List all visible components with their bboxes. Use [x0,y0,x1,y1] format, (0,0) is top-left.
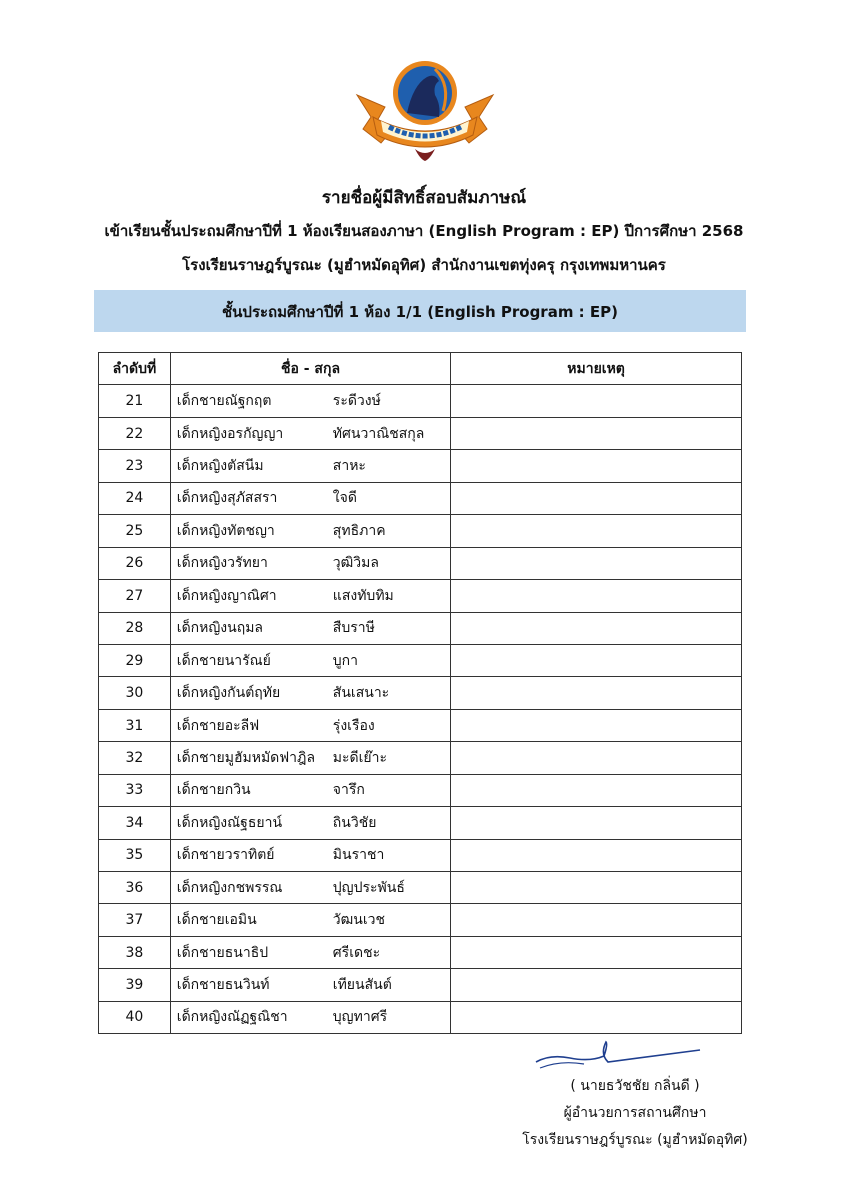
student-name-cell [170,417,450,449]
remark-cell [451,872,742,904]
table-row [99,774,742,806]
student-last-name: บูกา [332,652,359,669]
header-remark: หมายเหตุ [451,353,742,385]
remark-cell [451,839,742,871]
student-first-name: เด็กหญิงตัสนีม [176,458,264,475]
student-first-name: เด็กชายมูฮัมหมัดฟาฎิล [176,749,316,766]
student-last-name: ระดีวงษ์ [332,393,381,410]
student-name-cell [170,612,450,644]
table-row [99,417,742,449]
student-first-name: เด็กชายธนวินท์ [176,977,270,994]
remark-cell [451,709,742,741]
row-number: 39 [99,969,171,1001]
remark-cell [451,482,742,514]
row-number: 27 [99,580,171,612]
student-first-name: เด็กชายนารัณย์ [176,652,271,669]
student-last-name: มะดีเย๊าะ [332,749,388,766]
student-first-name: เด็กชายธนาธิป [176,944,269,961]
row-number: 22 [99,417,171,449]
table-row [99,547,742,579]
row-number: 33 [99,774,171,806]
row-number: 29 [99,644,171,676]
student-first-name: เด็กหญิงสุภัสสรา [176,490,278,507]
row-number: 24 [99,482,171,514]
table-row [99,807,742,839]
student-first-name: เด็กหญิงทัตชญา [176,522,275,539]
row-number: 21 [99,385,171,417]
table-row [99,580,742,612]
student-last-name: ศรีเดชะ [332,944,381,961]
student-first-name: เด็กชายวราทิตย์ [176,847,275,864]
student-name-cell [170,677,450,709]
remark-cell [451,450,742,482]
remark-cell [451,969,742,1001]
student-name-cell [170,969,450,1001]
student-name-cell [170,580,450,612]
student-name-cell [170,872,450,904]
table-row [99,904,742,936]
roster-table [98,352,742,1034]
student-name-cell [170,774,450,806]
student-name-cell [170,904,450,936]
student-last-name: ถินวิชัย [332,814,377,831]
row-number: 35 [99,839,171,871]
remark-cell [451,612,742,644]
student-last-name: ปุญประพันธ์ [332,879,405,896]
row-number: 23 [99,450,171,482]
school-info: โรงเรียนราษฎร์บูรณะ (มูฮำหมัดอุทิศ) สำนักงานเขตทุ่งครุ กรุงเทพมหานคร [182,256,666,274]
remark-cell [451,644,742,676]
signer-school: โรงเรียนราษฎร์บูรณะ (มูฮำหมัดอุทิศ) [522,1132,748,1148]
student-first-name: เด็กชายอะลีฟ [176,717,260,734]
student-first-name: เด็กหญิงณัฐธยาน์ [176,814,283,831]
remark-cell [451,742,742,774]
row-number: 37 [99,904,171,936]
student-last-name: จารึก [332,782,365,799]
student-last-name: สืบราษี [332,620,375,637]
student-last-name: มินราชา [332,847,385,864]
row-number: 32 [99,742,171,774]
table-row [99,936,742,968]
table-row [99,644,742,676]
student-first-name: เด็กหญิงญาณิศา [176,587,277,604]
student-last-name: เทียนสันต์ [332,977,392,994]
student-last-name: วัฒนเวช [332,912,386,929]
row-number: 38 [99,936,171,968]
student-last-name: สันเสนาะ [332,685,390,702]
student-first-name: เด็กหญิงนฤมล [176,620,263,637]
student-first-name: เด็กหญิงกชพรรณ [176,879,283,896]
document-subtitle: เข้าเรียนชั้นประถมศึกษาปีที่ 1 ห้องเรียนสองภาษา (English Program : EP) ปีการศึกษา 2568 [104,222,744,240]
table-row [99,1001,742,1033]
student-name-cell [170,482,450,514]
remark-cell [451,417,742,449]
student-last-name: ทัศนวาณิชสกุล [332,425,425,442]
student-name-cell [170,385,450,417]
table-row [99,385,742,417]
row-number: 40 [99,1001,171,1033]
class-band: ชั้นประถมศึกษาปีที่ 1 ห้อง 1/1 (English Program : EP) [94,290,746,332]
student-first-name: เด็กชายณัฐกฤต [176,393,272,410]
signature-scribble [530,1040,702,1076]
row-number: 36 [99,872,171,904]
table-row [99,677,742,709]
student-last-name: รุ่งเรือง [332,717,375,734]
student-name-cell [170,547,450,579]
roster-body [99,385,742,1034]
row-number: 26 [99,547,171,579]
row-number: 28 [99,612,171,644]
remark-cell [451,547,742,579]
remark-cell [451,936,742,968]
student-last-name: แสงทับทิม [332,587,394,604]
table-row [99,839,742,871]
document-title: รายชื่อผู้มีสิทธิ์สอบสัมภาษณ์ [321,188,527,208]
row-number: 25 [99,515,171,547]
header-name: ชื่อ - สกุล [170,353,450,385]
remark-cell [451,774,742,806]
row-number: 34 [99,807,171,839]
student-last-name: สาหะ [332,458,366,475]
school-logo [355,55,495,163]
student-last-name: ใจดี [332,490,357,507]
student-last-name: บุญทาศรี [332,1009,388,1026]
table-header-row [99,353,742,385]
student-name-cell [170,515,450,547]
signer-name: ( นายธวัชชัย กลิ่นดี ) [570,1078,700,1094]
table-row [99,709,742,741]
student-name-cell [170,709,450,741]
student-name-cell [170,839,450,871]
student-name-cell [170,644,450,676]
table-row [99,742,742,774]
remark-cell [451,904,742,936]
student-name-cell [170,807,450,839]
student-first-name: เด็กหญิงกันต์ฤทัย [176,685,281,702]
table-row [99,450,742,482]
student-name-cell [170,450,450,482]
table-row [99,872,742,904]
student-last-name: สุทธิภาค [332,522,386,539]
remark-cell [451,807,742,839]
student-first-name: เด็กชายกวิน [176,782,251,799]
remark-cell [451,677,742,709]
signer-position: ผู้อำนวยการสถานศึกษา [563,1105,707,1121]
student-first-name: เด็กหญิงอรกัญญา [176,425,284,442]
remark-cell [451,580,742,612]
student-first-name: เด็กชายเอมิน [176,912,257,929]
table-row [99,515,742,547]
student-first-name: เด็กหญิงวรัทยา [176,555,268,572]
remark-cell [451,1001,742,1033]
row-number: 31 [99,709,171,741]
student-name-cell [170,742,450,774]
remark-cell [451,385,742,417]
table-row [99,612,742,644]
student-last-name: วุฒิวิมล [332,555,379,572]
row-number: 30 [99,677,171,709]
student-name-cell [170,936,450,968]
table-row [99,969,742,1001]
table-row [99,482,742,514]
remark-cell [451,515,742,547]
student-name-cell [170,1001,450,1033]
header-number: ลำดับที่ [99,353,171,385]
student-first-name: เด็กหญิงณัฏฐณิชา [176,1009,288,1026]
